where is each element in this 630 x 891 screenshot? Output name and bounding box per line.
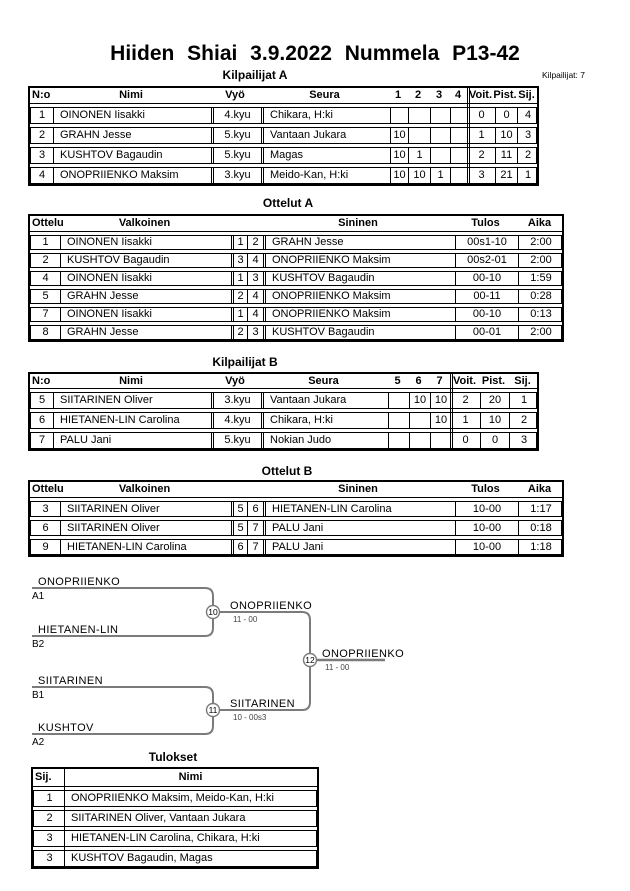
cell: 1:59	[518, 272, 562, 285]
header-cell: 6	[415, 375, 422, 387]
section-heading-tulokset: Tulokset	[148, 750, 198, 764]
header-cell: Tulos	[471, 483, 500, 495]
cell	[450, 168, 468, 183]
cell: HIETANEN-LIN Carolina	[60, 540, 231, 554]
table-row	[30, 392, 537, 409]
header-cell: Pist.	[481, 375, 506, 387]
header-cell: N:o	[32, 89, 51, 101]
cell: 4.kyu	[211, 413, 261, 428]
section-heading-kilpailijat-a: Kilpailijat A	[222, 68, 288, 82]
header-cell: Ottelu	[32, 483, 64, 495]
cell: PALU Jani	[263, 540, 455, 554]
cell: 4	[517, 108, 537, 123]
cell: 1	[430, 168, 450, 183]
header-cell: Nimi	[178, 771, 203, 783]
cell: 1:18	[518, 540, 562, 554]
cell: 1	[231, 308, 247, 321]
page-title: Hiiden Shiai 3.9.2022 Nummela P13-42	[110, 42, 520, 65]
cell: 0	[480, 433, 509, 448]
cell: 1	[38, 109, 46, 121]
table-header-row	[33, 769, 317, 787]
cell: 2:00	[518, 326, 562, 339]
cell: 00-10	[455, 308, 518, 321]
table-row	[30, 147, 537, 164]
cell: Vantaan Jukara	[261, 128, 390, 143]
cell: Chikara, H:ki	[261, 108, 390, 123]
cell	[408, 128, 430, 143]
bracket-entry-name: SIITARINEN	[38, 675, 103, 687]
cell: 7	[247, 521, 263, 535]
header-cell: Valkoinen	[118, 217, 171, 229]
cell: 1	[231, 236, 247, 249]
cell: HIETANEN-LIN Carolina, Chikara, H:ki	[71, 832, 260, 844]
cell	[409, 413, 430, 428]
cell: KUSHTOV Bagaudin	[60, 254, 231, 267]
cell: 3	[38, 149, 46, 161]
table-header-row	[30, 216, 562, 232]
cell: 3	[46, 832, 53, 844]
cell: Chikara, H:ki	[261, 413, 388, 428]
header-cell: Sij.	[514, 375, 531, 387]
cell: 0	[478, 109, 485, 121]
table-row	[30, 520, 562, 536]
cell: 1	[46, 792, 53, 804]
table-row	[30, 235, 562, 250]
cell: 4	[247, 290, 263, 303]
cell: 5	[42, 290, 49, 302]
match-number: 10	[208, 607, 218, 617]
cell: 1	[478, 129, 485, 141]
cell: 10	[390, 168, 408, 183]
cell: OINONEN Iisakki	[60, 308, 231, 321]
bracket-entry-code: A1	[32, 591, 45, 602]
section-heading-ottelut-a: Ottelut A	[262, 196, 314, 210]
cell	[388, 393, 409, 408]
cell: 0	[495, 108, 517, 123]
table-tulokset	[31, 767, 319, 869]
header-cell: Seura	[308, 375, 339, 387]
cell: 10	[480, 413, 509, 428]
cell: 00-10	[455, 272, 518, 285]
cell: 7	[42, 308, 49, 320]
table-row	[30, 412, 537, 429]
cell: 0:13	[518, 308, 562, 321]
cell: 21	[495, 168, 517, 183]
header-cell: Seura	[309, 89, 340, 101]
table-row	[30, 307, 562, 322]
table-row	[30, 501, 562, 517]
cell: 1	[509, 393, 537, 408]
table-row	[30, 289, 562, 304]
cell: 8	[42, 326, 49, 338]
cell: 10-00	[455, 521, 518, 535]
table-row	[30, 107, 537, 124]
cell: 4	[247, 308, 263, 321]
bracket-winner-name: SIITARINEN	[230, 698, 295, 710]
column-separator	[450, 374, 453, 449]
cell	[408, 108, 430, 123]
cell: OINONEN Iisakki	[60, 236, 231, 249]
cell: 0:28	[518, 290, 562, 303]
bracket-entry-code: A2	[32, 737, 45, 748]
column-separator	[467, 88, 470, 184]
table-row	[33, 850, 317, 867]
cell: HIETANEN-LIN Carolina	[263, 502, 455, 516]
header-cell: Nimi	[119, 375, 143, 387]
cell: 5.kyu	[211, 148, 261, 163]
cell: 2	[517, 148, 537, 163]
bracket	[0, 560, 630, 760]
header-cell: Aika	[527, 483, 552, 495]
cell: 20	[480, 393, 509, 408]
bracket-entry-code: B2	[32, 639, 45, 650]
cell: 00s1-10	[455, 236, 518, 249]
cell: 3	[247, 326, 263, 339]
cell: 6	[38, 414, 46, 426]
cell: 3	[46, 852, 53, 864]
cell: Nokian Judo	[261, 433, 388, 448]
cell: 10-00	[455, 502, 518, 516]
cell: 3	[42, 503, 49, 515]
cell: GRAHN Jesse	[263, 236, 455, 249]
cell: GRAHN Jesse	[53, 128, 211, 143]
table-row	[30, 271, 562, 286]
cell: 6	[42, 522, 49, 534]
bracket-entry-name: HIETANEN-LIN	[38, 624, 119, 636]
header-cell: Pist.	[493, 89, 517, 101]
cell: OINONEN Iisakki	[60, 272, 231, 285]
cell: 4	[38, 169, 46, 181]
cell: GRAHN Jesse	[60, 326, 231, 339]
cell: ONOPRIIENKO Maksim, Meido-Kan, H:ki	[71, 792, 274, 804]
cell: KUSHTOV Bagaudin	[263, 272, 455, 285]
cell	[430, 128, 450, 143]
match-number: 11	[208, 705, 218, 715]
cell	[430, 433, 451, 448]
header-cell: Ottelu	[32, 217, 64, 229]
bracket-match-score: 11 - 00	[233, 615, 258, 624]
bracket-entry-code: B1	[32, 690, 45, 701]
cell: 6	[231, 540, 247, 554]
cell: 2	[462, 394, 469, 406]
table-header-row	[30, 374, 537, 389]
cell	[430, 108, 450, 123]
cell: 10	[408, 168, 430, 183]
cell: SIITARINEN Oliver, Vantaan Jukara	[71, 812, 246, 824]
cell: 4.kyu	[211, 108, 261, 123]
cell: 5	[231, 521, 247, 535]
cell: 1	[42, 236, 49, 248]
cell	[450, 128, 468, 143]
cell: 4	[247, 254, 263, 267]
cell	[388, 433, 409, 448]
header-cell: Voit.	[468, 89, 493, 101]
cell: 2	[231, 326, 247, 339]
cell: 1	[517, 168, 537, 183]
cell: 10	[390, 148, 408, 163]
table-row	[30, 539, 562, 555]
header-cell: Valkoinen	[118, 483, 171, 495]
cell: KUSHTOV Bagaudin, Magas	[71, 852, 213, 864]
cell: KUSHTOV Bagaudin	[53, 148, 211, 163]
cell: PALU Jani	[53, 433, 211, 448]
cell: 00s2-01	[455, 254, 518, 267]
cell: 5	[231, 502, 247, 516]
cell: Meido-Kan, H:ki	[261, 168, 390, 183]
cell: 7	[247, 540, 263, 554]
header-cell: Vyö	[225, 89, 245, 101]
cell: SIITARINEN Oliver	[60, 521, 231, 535]
cell: 1	[231, 272, 247, 285]
header-cell: Sininen	[338, 217, 378, 229]
table-row	[30, 432, 537, 449]
table-row	[30, 253, 562, 268]
cell	[409, 433, 430, 448]
table-kilpailijat-b	[28, 372, 539, 451]
cell: 3.kyu	[211, 393, 261, 408]
header-cell: 1	[394, 89, 402, 101]
table-row	[30, 127, 537, 144]
cell: PALU Jani	[263, 521, 455, 535]
header-cell: 5	[394, 375, 401, 387]
cell: 1:17	[518, 502, 562, 516]
cell: 3.kyu	[211, 168, 261, 183]
cell: 10	[495, 128, 517, 143]
cell: ONOPRIIENKO Maksim	[53, 168, 211, 183]
cell: 3	[517, 128, 537, 143]
bracket-match-score: 10 - 00s3	[233, 713, 267, 722]
cell: ONOPRIIENKO Maksim	[263, 308, 455, 321]
cell: 10	[409, 393, 430, 408]
cell: 10	[390, 128, 408, 143]
header-cell: Sij.	[518, 89, 535, 101]
table-header-row	[30, 482, 562, 498]
cell: 3	[231, 254, 247, 267]
header-cell: N:o	[32, 375, 51, 387]
cell: 10	[430, 393, 451, 408]
table-ottelut-a	[28, 214, 564, 342]
cell	[450, 148, 468, 163]
cell: 3	[509, 433, 537, 448]
bracket-match-score: 11 - 00	[325, 663, 350, 672]
table-row	[33, 790, 317, 807]
cell: Vantaan Jukara	[261, 393, 388, 408]
table-kilpailijat-a	[28, 86, 539, 186]
cell: 4	[42, 272, 49, 284]
bracket-entry-name: ONOPRIIENKO	[38, 576, 121, 588]
cell: 1	[462, 414, 469, 426]
cell: 3	[478, 169, 485, 181]
table-row	[33, 830, 317, 847]
header-cell: Aika	[527, 217, 552, 229]
cell: 2	[509, 413, 537, 428]
cell: 7	[38, 434, 46, 446]
header-cell: 7	[436, 375, 443, 387]
cell: KUSHTOV Bagaudin	[263, 326, 455, 339]
table-header-row	[30, 88, 537, 104]
cell: 1	[408, 148, 430, 163]
cell: 3	[247, 272, 263, 285]
header-cell: Sij.	[35, 771, 52, 783]
bracket-entry-name: KUSHTOV	[38, 722, 94, 734]
header-cell: 4	[454, 89, 462, 101]
cell: HIETANEN-LIN Carolina	[53, 413, 211, 428]
cell: SIITARINEN Oliver	[53, 393, 211, 408]
table-row	[30, 325, 562, 340]
cell: 6	[247, 502, 263, 516]
cell	[430, 148, 450, 163]
section-heading-kilpailijat-b: Kilpailijat B	[212, 355, 278, 369]
cell: 2	[46, 812, 53, 824]
bracket-winner-name: ONOPRIIENKO	[230, 600, 313, 612]
cell	[450, 108, 468, 123]
cell: 9	[42, 541, 49, 553]
cell: 5	[38, 394, 46, 406]
cell	[388, 413, 409, 428]
cell: ONOPRIIENKO Maksim	[263, 290, 455, 303]
participants-count: Kilpailijat: 7	[542, 70, 585, 80]
cell: ONOPRIIENKO Maksim	[263, 254, 455, 267]
table-row	[33, 810, 317, 827]
header-cell: Vyö	[225, 375, 245, 387]
cell: 2	[247, 236, 263, 249]
header-cell: Nimi	[119, 89, 143, 101]
header-cell: 3	[435, 89, 443, 101]
cell: Magas	[261, 148, 390, 163]
cell: 2:00	[518, 236, 562, 249]
cell: 00-11	[455, 290, 518, 303]
bracket-winner-name: ONOPRIIENKO	[322, 648, 405, 660]
header-cell: 2	[414, 89, 422, 101]
cell: 00-01	[455, 326, 518, 339]
section-heading-ottelut-b: Ottelut B	[261, 464, 313, 478]
cell: 5.kyu	[211, 128, 261, 143]
cell: 5.kyu	[211, 433, 261, 448]
cell: GRAHN Jesse	[60, 290, 231, 303]
cell: SIITARINEN Oliver	[60, 502, 231, 516]
cell: 2:00	[518, 254, 562, 267]
cell: 0	[462, 434, 469, 446]
cell: 11	[495, 148, 517, 163]
table-ottelut-b	[28, 480, 564, 557]
header-cell: Tulos	[471, 217, 500, 229]
cell: 2	[38, 129, 46, 141]
cell: 10-00	[455, 540, 518, 554]
cell: 0:18	[518, 521, 562, 535]
column-separator	[64, 769, 65, 867]
cell: 2	[231, 290, 247, 303]
header-cell: Sininen	[338, 483, 378, 495]
cell: 10	[430, 413, 451, 428]
cell: OINONEN Iisakki	[53, 108, 211, 123]
cell	[390, 108, 408, 123]
match-number: 12	[305, 655, 315, 665]
cell: 2	[478, 149, 485, 161]
header-cell: Voit.	[452, 375, 477, 387]
cell: 2	[42, 254, 49, 266]
table-row	[30, 167, 537, 184]
